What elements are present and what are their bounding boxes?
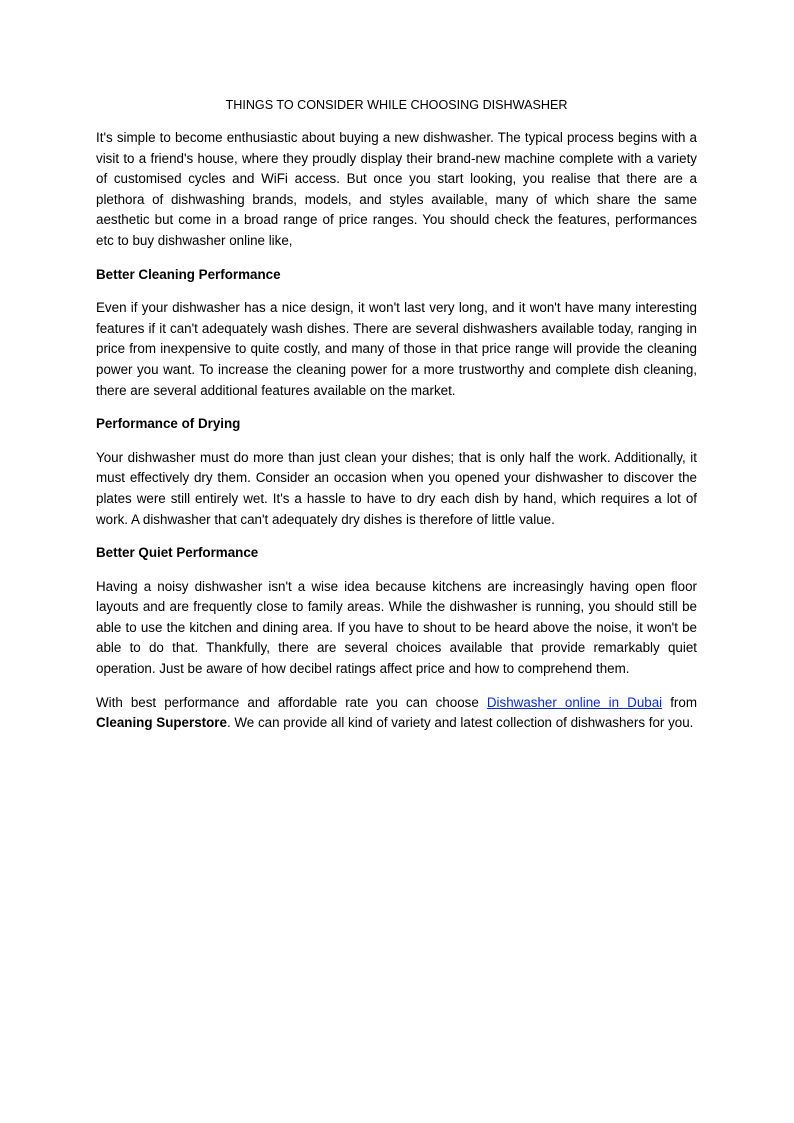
section-body-cleaning: Even if your dishwasher has a nice design, it won't last very long, and it won't have many interesting features if it can't adequately wash dishes. There are several dishwashers available today, ranging in price from inexpensive to quite costly, and many of those in that price range will provide the cleaning power you want. To increase the cleaning power for a more trustworthy and complete dish cleaning, there are several additional features available on the market. bbox=[96, 300, 697, 398]
brand-name: Cleaning Superstore bbox=[96, 715, 227, 731]
document-page bbox=[96, 96, 697, 747]
section-heading-quiet: Better Quiet Performance bbox=[96, 545, 259, 561]
intro-paragraph: It's simple to become enthusiastic about buying a new dishwasher. The typical process begins with a visit to a friend's house, where they proudly display their brand-new machine complete with a variety of customised cycles and WiFi access. But once you start looking, you realise that there are a plethora of dishwashing brands, models, and styles available, many of which share the same aesthetic but come in a broad range of price ranges. You should check the features, performances etc to buy dishwasher online like, bbox=[96, 130, 697, 248]
section-body-quiet: Having a noisy dishwasher isn't a wise idea because kitchens are increasingly having open floor layouts and are frequently close to family areas. While the dishwasher is running, you should still be able to use the kitchen and dining area. If you have to shout to be heard above the noise, it won't be able to do that. Thankfully, there are several choices available that provide remarkably quiet operation. Just be aware of how decibel ratings affect price and how to comprehend them. bbox=[96, 578, 697, 677]
closing-text-start: With best performance and affordable rate you can choose bbox=[96, 694, 487, 710]
section-heading-cleaning: Better Cleaning Performance bbox=[96, 266, 281, 282]
closing-text-end: . We can provide all kind of variety and latest collection of dishwashers for you. bbox=[226, 715, 694, 731]
section-heading-drying: Performance of Drying bbox=[96, 416, 241, 432]
page-title: THINGS TO CONSIDER WHILE CHOOSING DISHWASHER bbox=[225, 98, 568, 112]
closing-text-from: from bbox=[662, 694, 697, 710]
section-body-drying: Your dishwasher must do more than just clean your dishes; that is only half the work. Additionally, it must effectively dry them. Consider an occasion when you opened your dishwasher to discover the plates were still entirely wet. It's a hassle to have to dry each dish by hand, which requires a lot of work. A dishwasher that can't adequately dry dishes is therefore of little value. bbox=[96, 449, 697, 527]
closing-paragraph bbox=[96, 693, 697, 734]
dishwasher-online-dubai-link[interactable]: Dishwasher online in Dubai bbox=[486, 694, 663, 710]
